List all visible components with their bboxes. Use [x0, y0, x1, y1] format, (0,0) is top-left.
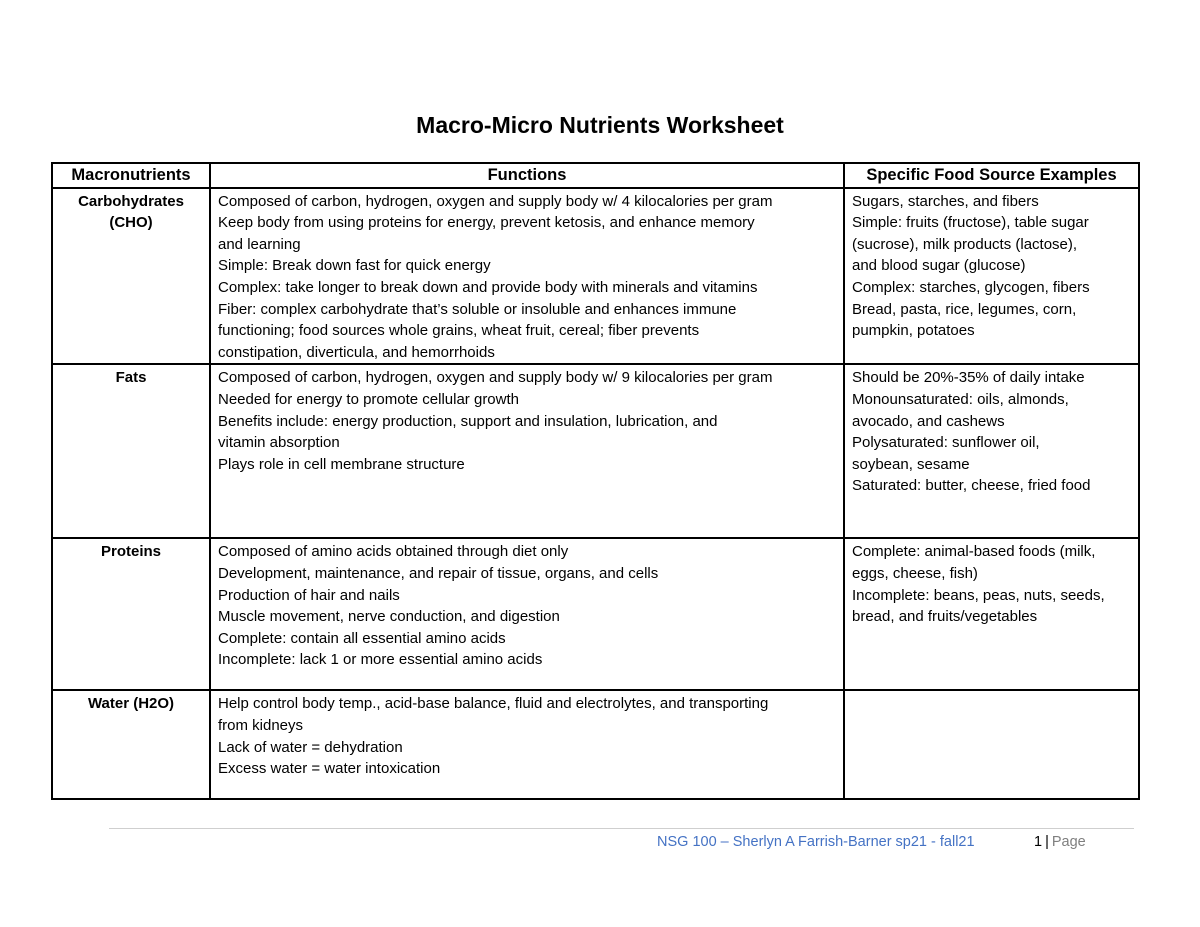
source-line: soybean, sesame: [852, 455, 970, 473]
page-label: Page: [1051, 834, 1086, 850]
table-header-row: [52, 163, 1139, 188]
macronutrient-cell: [52, 364, 210, 538]
footer-credit: NSG 100 – Sherlyn A Farrish-Barner sp21 - fall21: [657, 834, 975, 850]
source-line: Should be 20%-35% of daily intake: [852, 369, 1085, 387]
header-functions: Functions: [210, 163, 844, 188]
source-line: bread, and fruits/vegetables: [852, 608, 1038, 626]
source-line: Polysaturated: sunflower oil,: [852, 434, 1040, 452]
page-title: Macro-Micro Nutrients Worksheet: [416, 112, 784, 138]
footer-divider: [109, 828, 1134, 829]
source-line: eggs, cheese, fish): [852, 564, 978, 582]
functions-cell: [210, 690, 844, 799]
sources-cell: [844, 538, 1139, 690]
function-line: vitamin absorption: [218, 434, 340, 452]
source-line: and blood sugar (glucose): [852, 257, 1026, 275]
function-line: Complete: contain all essential amino acids: [218, 629, 506, 647]
nutrients-table: [51, 162, 1140, 800]
function-line: Keep body from using proteins for energy, prevent ketosis, and enhance memory: [218, 214, 755, 232]
function-line: Composed of carbon, hydrogen, oxygen and supply body w/ 4 kilocalories per gram: [218, 192, 773, 210]
macronutrient-name: Water (H2O): [87, 695, 175, 713]
function-line: Benefits include: energy production, support and insulation, lubrication, and: [218, 412, 718, 430]
footer-page-number: [1034, 834, 1086, 850]
function-line: Production of hair and nails: [218, 586, 400, 604]
function-line: and learning: [218, 235, 301, 253]
source-line: pumpkin, potatoes: [852, 322, 975, 340]
source-line: Sugars, starches, and fibers: [852, 192, 1039, 210]
source-line: Saturated: butter, cheese, fried food: [852, 477, 1091, 495]
macronutrient-name: Carbohydrates: [78, 192, 184, 210]
function-line: Development, maintenance, and repair of tissue, organs, and cells: [218, 564, 659, 582]
source-line: Complete: animal-based foods (milk,: [852, 543, 1096, 561]
function-line: Complex: take longer to break down and provide body with minerals and vitamins: [218, 278, 758, 296]
sources-cell: [844, 364, 1139, 538]
source-line: (sucrose), milk products (lactose),: [852, 235, 1078, 253]
function-line: Incomplete: lack 1 or more essential amino acids: [218, 651, 543, 669]
source-line: Complex: starches, glycogen, fibers: [852, 278, 1090, 296]
source-line: Simple: fruits (fructose), table sugar: [852, 214, 1089, 232]
function-line: Needed for energy to promote cellular growth: [218, 390, 519, 408]
header-food-sources: Specific Food Source Examples: [844, 163, 1139, 188]
table-row-proteins: [52, 538, 1139, 690]
function-line: functioning; food sources whole grains, wheat fruit, cereal; fiber prevents: [218, 322, 700, 340]
header-macronutrients: Macronutrients: [52, 163, 210, 188]
macronutrient-cell: [52, 538, 210, 690]
source-line: Incomplete: beans, peas, nuts, seeds,: [852, 586, 1105, 604]
sources-cell: [844, 690, 1139, 799]
function-line: Composed of amino acids obtained through diet only: [218, 543, 569, 561]
function-line: Plays role in cell membrane structure: [218, 455, 465, 473]
function-line: Composed of carbon, hydrogen, oxygen and supply body w/ 9 kilocalories per gram: [218, 369, 773, 387]
functions-cell: [210, 188, 844, 365]
page-number: 1: [1034, 834, 1043, 850]
macronutrient-name: Fats: [115, 369, 147, 387]
function-line: constipation, diverticula, and hemorrhoids: [218, 343, 495, 361]
table-row-fats: [52, 364, 1139, 538]
function-line: Lack of water = dehydration: [218, 738, 403, 756]
table-row-water: [52, 690, 1139, 799]
function-line: Excess water = water intoxication: [218, 760, 441, 778]
function-line: Fiber: complex carbohydrate that’s soluble or insoluble and enhances immune: [218, 300, 737, 318]
page-separator: |: [1045, 834, 1049, 850]
source-line: Bread, pasta, rice, legumes, corn,: [852, 300, 1077, 318]
functions-cell: [210, 364, 844, 538]
function-line: Muscle movement, nerve conduction, and digestion: [218, 608, 560, 626]
source-line: Monounsaturated: oils, almonds,: [852, 390, 1069, 408]
functions-cell: [210, 538, 844, 690]
macronutrient-cell: [52, 690, 210, 799]
sources-cell: [844, 188, 1139, 365]
macronutrient-name: Proteins: [100, 543, 161, 561]
table-row-carbohydrates: [52, 188, 1139, 365]
macronutrient-abbrev: (CHO): [109, 214, 153, 232]
source-line: avocado, and cashews: [852, 412, 1005, 430]
function-line: Help control body temp., acid-base balance, fluid and electrolytes, and transporting: [218, 695, 769, 713]
function-line: Simple: Break down fast for quick energy: [218, 257, 491, 275]
macronutrient-cell: [52, 188, 210, 365]
function-line: from kidneys: [218, 716, 304, 734]
